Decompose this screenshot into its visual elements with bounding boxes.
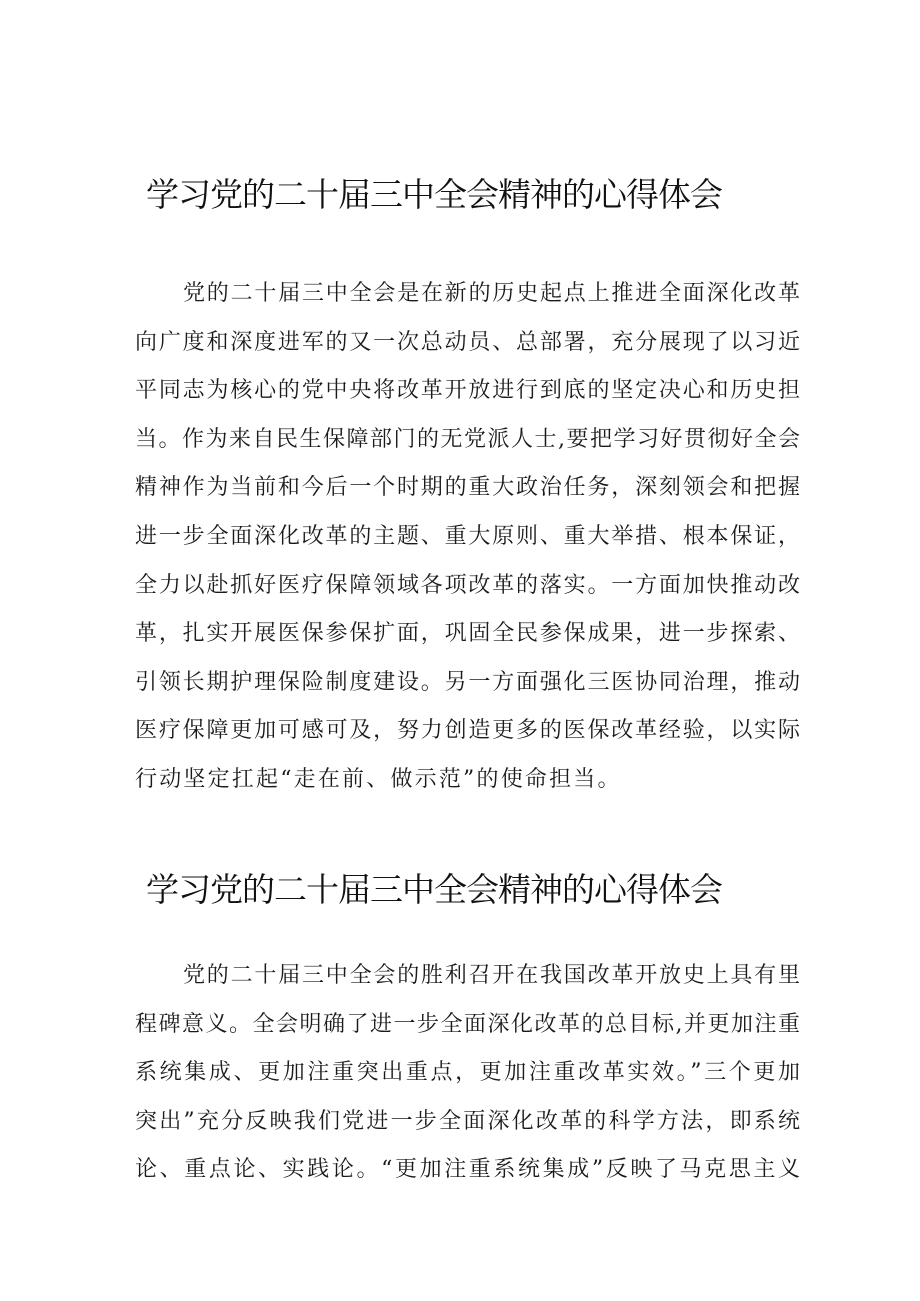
body-line: 程碑意义。全会明确了进一步全面深化改革的总目标,并更加注重: [135, 1011, 800, 1037]
body-line: 行动坚定扛起“走在前、做示范”的使命担当。: [135, 766, 622, 792]
body-line: 精神作为当前和今后一个时期的重大政治任务，深刻领会和把握: [135, 475, 800, 501]
body-line: 党的二十届三中全会是在新的历史起点上推进全面深化改革: [183, 281, 800, 306]
article-body-2: [135, 952, 800, 1195]
body-line: 党的二十届三中全会的胜利召开在我国改革开放史上具有里: [183, 963, 800, 988]
body-line: 平同志为核心的党中央将改革开放进行到底的坚定决心和历史担: [135, 378, 800, 404]
body-line: 系统集成、更加注重突出重点，更加注重改革实效。”三个更加: [135, 1060, 800, 1086]
article-title-2: 学习党的二十届三中全会精神的心得体会: [146, 870, 722, 909]
body-line: 全力以赴抓好医疗保障领域各项改革的落实。一方面加快推动改: [135, 572, 800, 598]
article-title-1: 学习党的二十届三中全会精神的心得体会: [146, 175, 722, 214]
body-line: 医疗保障更加可感可及，努力创造更多的医保改革经验，以实际: [135, 718, 800, 744]
body-line: 向广度和深度进军的又一次总动员、总部署，充分展现了以习近: [135, 329, 800, 355]
body-line: 革，扎实开展医保参保扩面，巩固全民参保成果，进一步探索、: [135, 621, 800, 647]
article-section-2: [0, 865, 920, 1183]
body-line: 论、重点论、实践论。“更加注重系统集成”反映了马克思主义: [135, 1157, 800, 1183]
body-line: 引领长期护理保险制度建设。另一方面强化三医协同治理，推动: [135, 669, 800, 695]
body-line: 突出”充分反映我们党进一步全面深化改革的科学方法，即系统: [135, 1108, 800, 1134]
article-body-1: [135, 270, 800, 805]
article-section-1: [0, 170, 920, 792]
body-line: 当。作为来自民生保障部门的无党派人士,要把学习好贯彻好全会: [135, 426, 800, 452]
body-line: 进一步全面深化改革的主题、重大原则、重大举措、根本保证，: [135, 523, 800, 549]
